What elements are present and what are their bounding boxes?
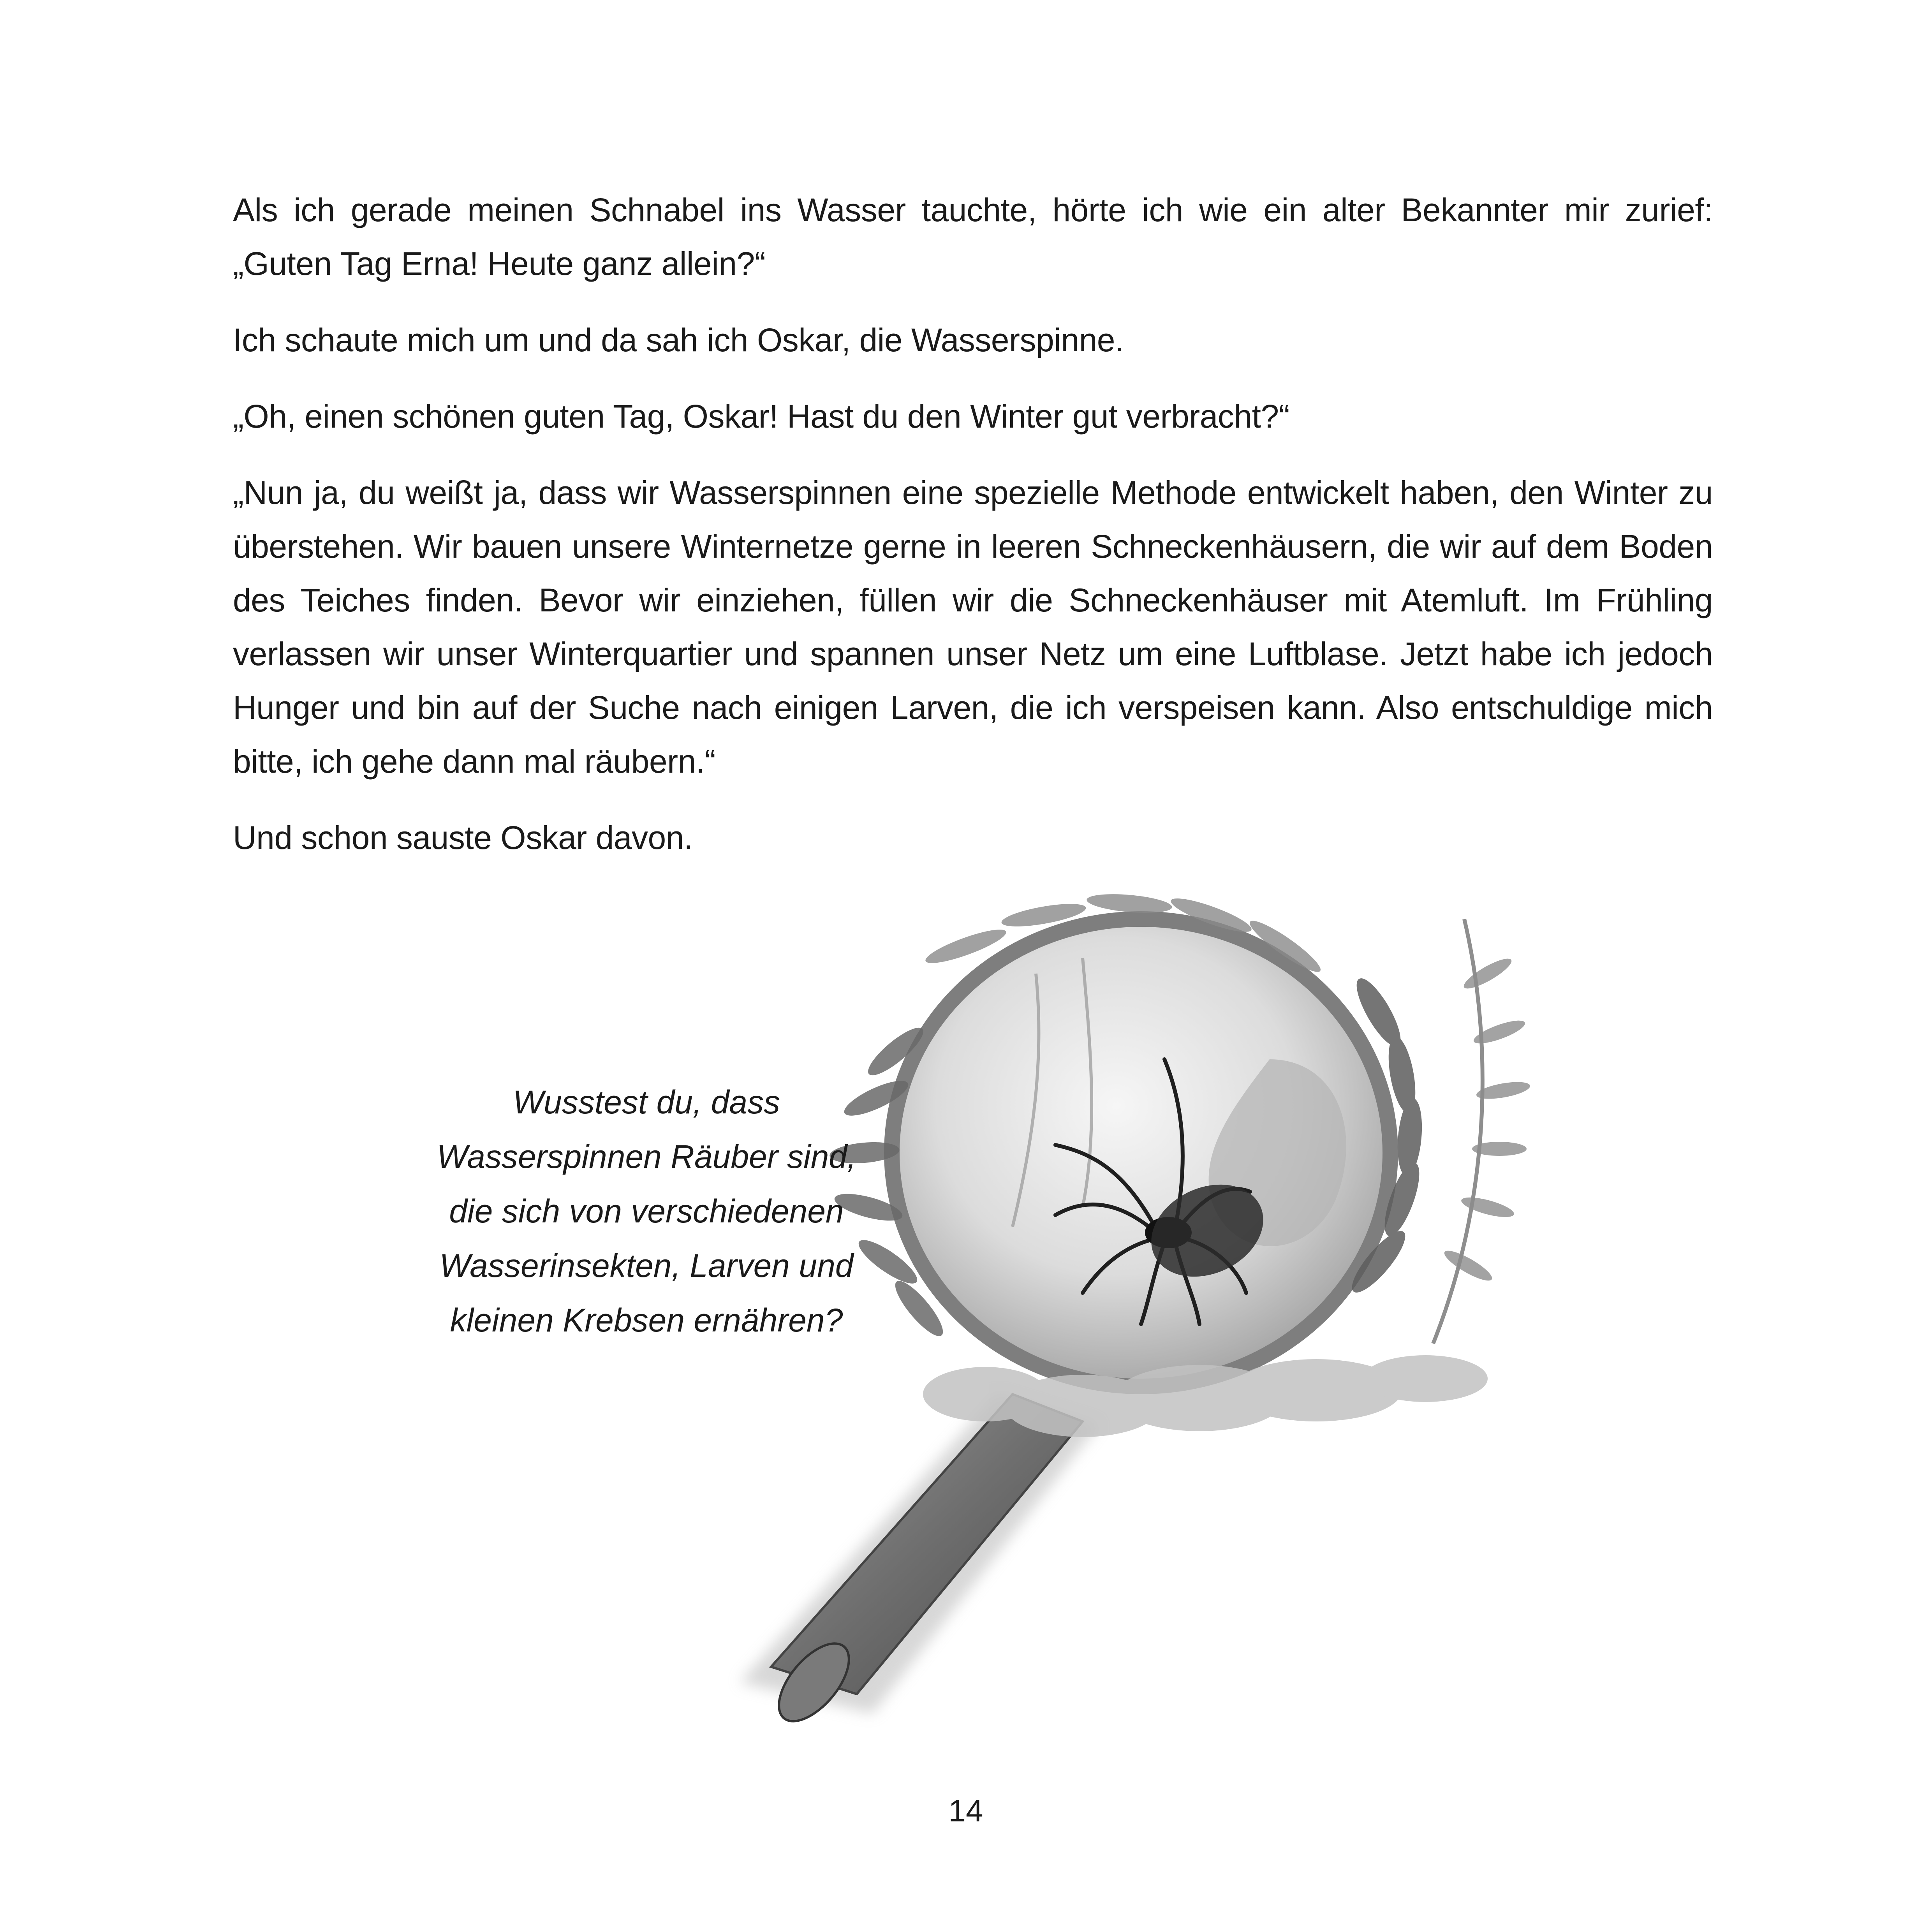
page-number: 14 [948, 1793, 983, 1828]
info-line-1: Wusstest du, dass [512, 1084, 780, 1120]
paragraph-5: Und schon sauste Oskar davon. [233, 819, 693, 856]
info-line-3: die sich von verschiedenen [449, 1193, 844, 1229]
paragraph-4: „Nun ja, du weißt ja, dass wir Wasserspinnen eine spezielle Methode entwickelt haben, den Winter zu überstehen. Wir bauen unsere Winternetze gerne in leeren Schneckenhäusern, die wir auf dem Boden des Teiches finden. Bevor wir einziehen, füllen wir die Schneckenhäuser mit Atemluft. Im Frühling verlassen wir unser Winterquartier und spannen unser Netz um eine Luftblase. Jetzt habe ich jedoch Hunger und bin auf der Suche nach einigen Larven, die ich verspeisen kann. Also entschuldige mich bitte, ich gehe dann mal räubern.“ [233, 474, 1713, 780]
paragraph-2: Ich schaute mich um und da sah ich Oskar, die Wasserspinne. [233, 322, 1124, 358]
info-line-4: Wasserinsekten, Larven und [439, 1247, 854, 1284]
story-text [233, 183, 1713, 887]
paragraph-3: „Oh, einen schönen guten Tag, Oskar! Hast du den Winter gut verbracht?“ [233, 398, 1290, 435]
did-you-know-box [389, 1075, 903, 1347]
info-line-5: kleinen Krebsen ernähren? [450, 1302, 843, 1338]
info-line-2: Wasserspinnen Räuber sind, [437, 1138, 856, 1175]
paragraph-1: Als ich gerade meinen Schnabel ins Wasser tauchte, hörte ich wie ein alter Bekannter mir zurief: „Guten Tag Erna! Heute ganz allein?“ [233, 192, 1713, 282]
